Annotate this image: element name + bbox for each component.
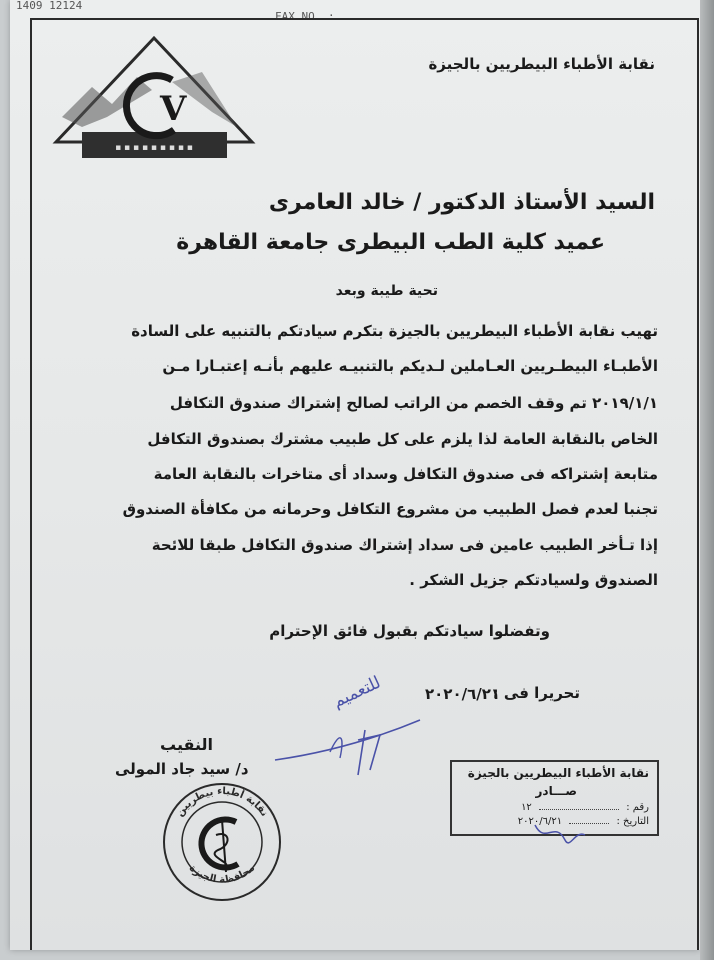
body-line: الأطبـاء البيطـريين العـاملين لـديكم بالتنبيـه عليهم بأنـه إعتبـارا مـن: [162, 357, 658, 375]
syndicate-logo-icon: [52, 32, 257, 172]
fax-number-label: FAX NO. :: [275, 10, 335, 23]
body-line: تجنبا لعدم فصل الطبيب من مشروع التكافل وحرمانه من مكافأة الصندوق: [122, 500, 658, 518]
closing-line: وتفضلوا سيادتكم بقبول فائق الإحترام: [269, 622, 550, 640]
svg-text:نقابة أطباء بيطريين: نقابة أطباء بيطريين: [174, 785, 270, 819]
pen-mark-icon: [530, 815, 590, 855]
fax-sender-id: 1409 12124: [16, 0, 83, 12]
greeting: تحية طيبة وبعد: [335, 283, 438, 299]
stamp-box-outgoing: صـــادر: [535, 784, 577, 798]
date-label: تحريرا فى :: [492, 684, 580, 702]
body-line: متابعة إشتراكه فى صندوق التكافل وسداد أى متاخرات بالنقابة العامة: [153, 465, 658, 483]
document-sheet: [10, 0, 700, 950]
stamp-box-number-label: رقم :: [626, 802, 649, 813]
organization-name: نقابة الأطباء البيطريين بالجيزة: [428, 55, 655, 73]
stamp-box-number-value: ١٢: [521, 802, 532, 813]
stamp-box-date-label: التاريخ :: [616, 816, 649, 827]
body-line: ٢٠١٩/١/١ تم وقف الخصم من الراتب لصالح إشتراك صندوق التكافل: [169, 394, 658, 412]
syndicate-seal-icon: [160, 780, 285, 905]
recipient-name: السيد الأستاذ الدكتور / خالد العامرى: [268, 190, 655, 215]
svg-text:محافظة الجيزة: محافظة الجيزة: [186, 862, 258, 886]
handwritten-signature-icon: [270, 660, 430, 790]
body-line: تهيب نقابة الأطباء البيطريين بالجيزة بتكرم سيادتكم بالتنبيه على السادة: [131, 322, 658, 340]
stamp-box-date-value: ٢٠٢٠/٦/٢١: [517, 816, 563, 827]
signatory-name: د/ سيد جاد المولى: [115, 760, 249, 778]
signatory-title: النقيب: [160, 735, 214, 754]
body-line: إذا تـأخر الطبيب عامين فى سداد إشتراك صندوق التكافل طبقا للائحة: [151, 536, 658, 554]
svg-text:▪ ▪ ▪ ▪ ▪ ▪ ▪ ▪ ▪: ▪ ▪ ▪ ▪ ▪ ▪ ▪ ▪ ▪: [115, 143, 193, 153]
page-edge-shadow: [700, 0, 714, 960]
body-line: الصندوق ولسيادتكم جزيل الشكر .: [409, 571, 658, 589]
svg-text:V: V: [160, 89, 187, 129]
body-line: الخاص بالنقابة العامة لذا يلزم على كل طبيب مشترك بصندوق التكافل: [147, 430, 658, 448]
stamp-box-title: نقابة الأطباء البيطريين بالجيزة: [467, 766, 649, 780]
date-value: ٢٠٢٠/٦/٢١: [425, 685, 501, 703]
svg-text:للتعميم: للتعميم: [329, 672, 384, 713]
stamp-box-number: [521, 802, 649, 813]
recipient-title: عميد كلية الطب البيطرى جامعة القاهرة: [176, 230, 605, 255]
